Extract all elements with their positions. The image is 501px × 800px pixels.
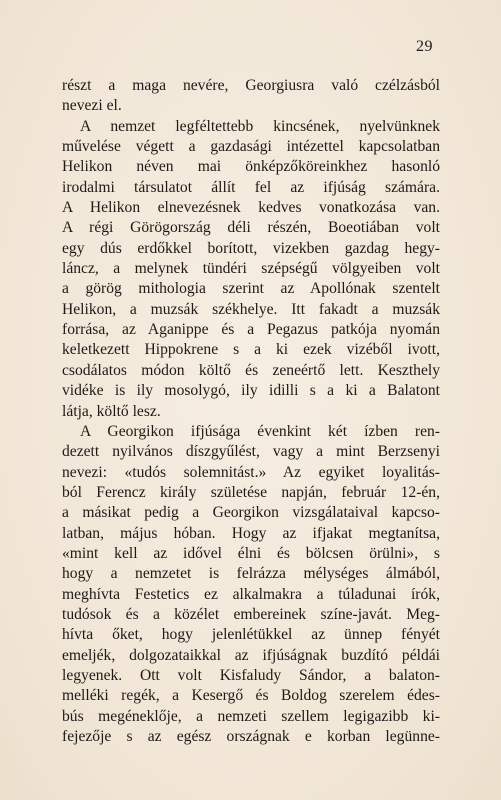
text-line: melléki regék, a Kesergő és Boldog szerelem édes- bbox=[62, 687, 440, 705]
text-line: láncz, a melynek tündéri szépségű völgyeiben volt bbox=[62, 260, 440, 278]
text-line: ból Ferencz király születése napján, február 12-én, bbox=[62, 483, 440, 501]
text-line: meghívta Festetics ez alkalmakra a túladunai írók, bbox=[62, 585, 440, 603]
text-line: vidéke is ily mosolygó, ily idilli s a ki a Balatont bbox=[62, 382, 440, 400]
text-line: emeljék, dolgozataikkal az ifjúságnak buzdító példái bbox=[62, 646, 440, 664]
text-line: legyenek. Ott volt Kisfaludy Sándor, a balaton- bbox=[62, 666, 440, 684]
body-text bbox=[62, 76, 440, 747]
text-line: látja, költő lesz. bbox=[62, 402, 161, 420]
text-line: hogy a nemzetet is felrázza mélységes álmából, bbox=[62, 565, 440, 583]
text-line: részt a maga nevére, Georgiusra való czélzásból bbox=[62, 77, 440, 94]
text-line: Helikon, a muzsák székhelye. Itt fakadt a muzsák bbox=[62, 300, 440, 318]
text-line: bús megéneklője, a nemzeti szellem legigazibb ki- bbox=[62, 707, 440, 725]
page-number: 29 bbox=[416, 38, 433, 55]
text-line: nevezi: «tudós solemnitást.» Az egyiket loyalitás- bbox=[62, 463, 440, 481]
text-line: A Helikon elnevezésnek kedves vonatkozása van. bbox=[62, 199, 440, 217]
text-line: A Georgikon ifjúsága évenkint két ízben ren- bbox=[80, 422, 440, 440]
text-line: nevezi el. bbox=[62, 97, 122, 115]
text-line: hívta őket, hogy jelenlétükkel az ünnep fényét bbox=[62, 626, 440, 644]
text-line: Helikon néven mai önképzőköreinkhez hasonló bbox=[62, 158, 440, 176]
text-line: forrása, az Aganippe és a Pegazus patkója nyomán bbox=[62, 321, 440, 339]
text-line: A nemzet legféltettebb kincsének, nyelvünknek bbox=[80, 117, 440, 135]
text-line: keletkezett Hippokrene s a ki ezek vizéből ivott, bbox=[62, 341, 440, 359]
text-line: egy dús erdőkkel borított, vizekben gazdag hegy- bbox=[62, 239, 440, 257]
text-line: a görög mithologia szerint az Apollónak szentelt bbox=[62, 280, 440, 298]
text-line: latban, május hóban. Hogy az ifjakat megtanítsa, bbox=[62, 524, 440, 542]
text-line: fejezője s az egész országnak e korban legünne- bbox=[62, 728, 440, 745]
text-line: művelése végett a gazdasági intézettel kapcsolatban bbox=[62, 138, 440, 156]
text-line: dezett nyilvános díszgyűlést, vagy a mint Berzsenyi bbox=[62, 443, 440, 461]
text-line: a másikat pedig a Georgikon vizsgálataival kapcso- bbox=[62, 504, 440, 522]
text-line: «mint kell az idővel élni és bölcsen örülni», s bbox=[62, 544, 440, 562]
text-line: irodalmi társulatot állít fel az ifjúság számára. bbox=[62, 178, 440, 196]
text-line: csodálatos módon költő és zeneértő lett. Keszthely bbox=[62, 361, 440, 379]
text-line: A régi Görögország déli részén, Boeotiában volt bbox=[62, 219, 440, 237]
text-line: tudósok és a közélet embereinek színe-javát. Meg- bbox=[62, 605, 440, 623]
